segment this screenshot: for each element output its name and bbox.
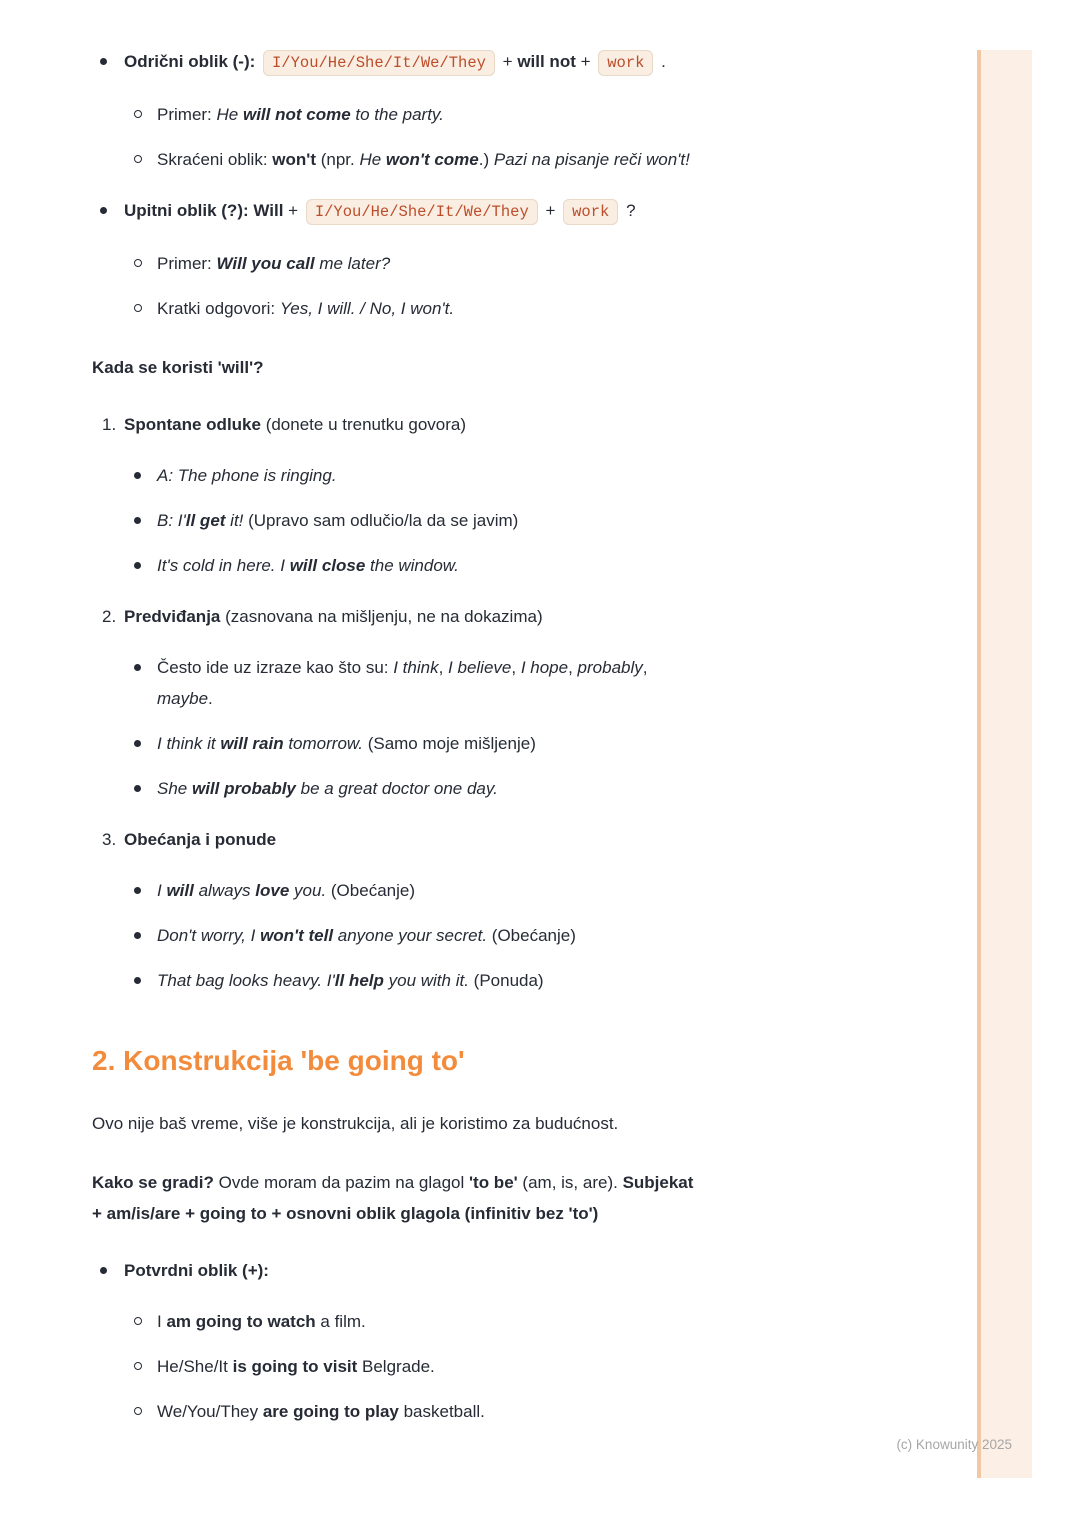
list-item <box>92 144 862 175</box>
list-item <box>92 652 862 714</box>
text-run: Predviđanja <box>124 607 221 626</box>
text-run: + <box>283 201 303 220</box>
text-run: Često ide uz izraze kao što su: <box>157 658 394 677</box>
text-run: Ovo nije baš vreme, više je konstrukcija, ali je koristimo za budućnost. <box>92 1114 619 1133</box>
bullet-circle-marker <box>134 1351 157 1382</box>
text-run: Odrični oblik (-): <box>124 52 260 71</box>
text-run: (donete u trenutku govora) <box>260 415 467 434</box>
list-item <box>92 248 862 279</box>
text-run: Spontane odluke <box>124 415 261 434</box>
footer-copyright: (c) Knowunity 2025 <box>896 1437 1012 1452</box>
text-run: We/You/They <box>157 1402 263 1421</box>
text-run: (Obećanje) <box>326 881 415 900</box>
text-run: always <box>193 881 256 900</box>
list-item-text <box>124 1255 862 1286</box>
bullet-disc-marker <box>134 920 157 951</box>
text-run: (Upravo sam odlučio/la da se javim) <box>243 511 519 530</box>
list-item <box>92 550 862 581</box>
list-item-text <box>157 248 862 279</box>
text-run: , <box>642 658 648 677</box>
side-accent-strip <box>977 50 1032 1478</box>
text-run: will rain <box>220 734 284 753</box>
text-run: you with it. <box>383 971 469 990</box>
text-run: It's cold in here. I <box>157 556 290 575</box>
text-run: Obećanja i ponude <box>124 830 277 849</box>
text-run: ? <box>621 201 636 220</box>
bullet-circle-marker <box>134 99 157 130</box>
text-run: Primer: <box>157 254 217 273</box>
text-run: A: The phone is ringing. <box>157 466 337 485</box>
list-item <box>92 875 862 906</box>
text-run: Subjekat <box>622 1173 694 1192</box>
text-run: (zasnovana na mišljenju, ne na dokazima) <box>220 607 543 626</box>
text-run: Primer: <box>157 105 217 124</box>
text-run: to the party. <box>350 105 444 124</box>
text-run: Pazi na pisanje reči won't! <box>493 150 690 169</box>
text-run: (Samo moje mišljenje) <box>362 734 536 753</box>
text-run: Will you call <box>216 254 315 273</box>
text-run: , <box>511 658 521 677</box>
bullet-disc-marker <box>100 195 124 228</box>
bullet-circle-marker <box>134 248 157 279</box>
text-run: (am, is, are). <box>517 1173 623 1192</box>
text-run: a film. <box>315 1312 366 1331</box>
paragraph <box>92 352 862 383</box>
bullet-disc-marker <box>134 460 157 491</box>
text-run: anyone your secret. <box>333 926 488 945</box>
bullet-disc-marker <box>134 875 157 906</box>
list-item <box>92 773 862 804</box>
bullet-circle-marker <box>134 144 157 175</box>
text-run: (Ponuda) <box>468 971 544 990</box>
text-run: Upitni oblik (?): Will <box>124 201 284 220</box>
paragraph <box>92 1108 862 1139</box>
text-run: (npr. <box>315 150 360 169</box>
text-run: will not come <box>242 105 351 124</box>
text-run: + <box>575 52 596 71</box>
list-item-text <box>157 875 862 906</box>
text-run: I think it <box>157 734 221 753</box>
text-run: He <box>359 150 386 169</box>
text-run: are going to play <box>262 1402 399 1421</box>
text-run: . <box>208 689 213 708</box>
text-run: . <box>656 52 666 71</box>
bullet-circle-marker <box>134 293 157 324</box>
list-item-text <box>124 195 862 228</box>
list-item <box>92 195 862 228</box>
bullet-disc-marker <box>134 652 157 714</box>
list-item-text <box>124 46 862 79</box>
text-run: Potvrdni oblik (+): <box>124 1261 269 1280</box>
text-run: be a great doctor one day. <box>295 779 498 798</box>
text-run: won't tell <box>260 926 334 945</box>
list-item-text <box>124 601 862 632</box>
text-run: ll help <box>334 971 384 990</box>
bullet-disc-marker <box>134 550 157 581</box>
code-chip: work <box>563 199 618 225</box>
list-item <box>92 965 862 996</box>
number-marker: 1. <box>102 415 117 434</box>
paragraph <box>92 1167 862 1229</box>
list-item-text <box>157 505 862 536</box>
text-run: Kratki odgovori: <box>157 299 280 318</box>
text-run: is going to visit <box>232 1357 358 1376</box>
list-item-text <box>124 409 862 440</box>
text-run: He <box>216 105 243 124</box>
text-run: 2. Konstrukcija 'be going to' <box>92 1045 465 1076</box>
bullet-disc-marker <box>134 505 157 536</box>
text-run: will probably <box>191 779 296 798</box>
list-item <box>92 1351 862 1382</box>
bullet-disc-marker <box>100 46 124 79</box>
text-run: + <box>540 201 561 220</box>
text-run: Kada se koristi 'will'? <box>92 358 264 377</box>
number-marker: 3. <box>102 830 117 849</box>
code-chip: I/You/He/She/It/We/They <box>306 199 538 225</box>
list-item-text <box>157 293 862 324</box>
text-run: Yes, I will. / No, I won't. <box>279 299 455 318</box>
list-item-text <box>157 920 862 951</box>
text-run: won't <box>272 150 316 169</box>
bullet-disc-marker <box>134 773 157 804</box>
text-run: I <box>157 1312 167 1331</box>
text-run: you. <box>289 881 327 900</box>
text-run: Belgrade. <box>357 1357 435 1376</box>
text-run: + <box>497 52 518 71</box>
text-run: maybe <box>157 689 209 708</box>
text-run: I hope <box>520 658 569 677</box>
text-run: love <box>255 881 290 900</box>
list-item-text <box>157 1306 862 1337</box>
bullet-disc-marker <box>134 965 157 996</box>
text-run: won't come <box>385 150 479 169</box>
list-item <box>92 99 862 130</box>
list-item <box>92 1396 862 1427</box>
document-content <box>92 26 862 1441</box>
code-chip: work <box>598 50 653 76</box>
text-run: That bag looks heavy. I' <box>157 971 335 990</box>
text-run: tomorrow. <box>283 734 363 753</box>
text-run: will not <box>517 52 576 71</box>
text-run: Ovde moram da pazim na glagol <box>213 1173 469 1192</box>
bullet-circle-marker <box>134 1306 157 1337</box>
list-item-text <box>157 1351 862 1382</box>
list-item <box>92 1306 862 1337</box>
list-item <box>92 920 862 951</box>
text-run: 'to be' <box>469 1173 518 1192</box>
list-item-text <box>157 728 862 759</box>
list-item <box>92 293 862 324</box>
list-item-text <box>157 550 862 581</box>
numbered-list-item <box>92 824 862 855</box>
text-run: the window. <box>365 556 459 575</box>
text-run: + am/is/are + going to + osnovni oblik glagola (infinitiv bez 'to') <box>92 1204 599 1223</box>
text-run: am going to watch <box>166 1312 316 1331</box>
text-run: will close <box>289 556 366 575</box>
list-item-text <box>124 824 862 855</box>
text-run: (Obećanje) <box>487 926 576 945</box>
text-run: Don't worry, I <box>157 926 261 945</box>
list-item-text <box>157 773 862 804</box>
numbered-list-item <box>92 601 862 632</box>
text-run: He/She/It <box>157 1357 233 1376</box>
text-run: ll get <box>185 511 226 530</box>
text-run: I think <box>393 658 439 677</box>
text-run: , <box>438 658 449 677</box>
text-run: I believe <box>448 658 512 677</box>
text-run: probably <box>577 658 643 677</box>
text-run: .) <box>478 150 494 169</box>
list-item-text <box>157 1396 862 1427</box>
list-item-text <box>157 460 862 491</box>
text-run: I <box>157 881 167 900</box>
list-item-text <box>157 144 862 175</box>
list-item <box>92 728 862 759</box>
text-run: it! <box>225 511 244 530</box>
list-item-text <box>157 652 862 714</box>
list-item-text <box>157 965 862 996</box>
code-chip: I/You/He/She/It/We/They <box>263 50 495 76</box>
text-run: , <box>568 658 578 677</box>
bullet-disc-marker <box>100 1255 124 1286</box>
list-item <box>92 505 862 536</box>
list-item <box>92 46 862 79</box>
text-run: Kako se gradi? <box>92 1173 214 1192</box>
text-run: B: I' <box>157 511 186 530</box>
section-heading <box>92 1042 862 1080</box>
list-item-text <box>157 99 862 130</box>
list-item <box>92 460 862 491</box>
list-item <box>92 1255 862 1286</box>
text-run: Skraćeni oblik: <box>157 150 273 169</box>
number-marker: 2. <box>102 607 117 626</box>
bullet-circle-marker <box>134 1396 157 1427</box>
text-run: will <box>166 881 194 900</box>
text-run: me later? <box>314 254 391 273</box>
text-run: basketball. <box>398 1402 485 1421</box>
bullet-disc-marker <box>134 728 157 759</box>
numbered-list-item <box>92 409 862 440</box>
text-run: She <box>157 779 192 798</box>
